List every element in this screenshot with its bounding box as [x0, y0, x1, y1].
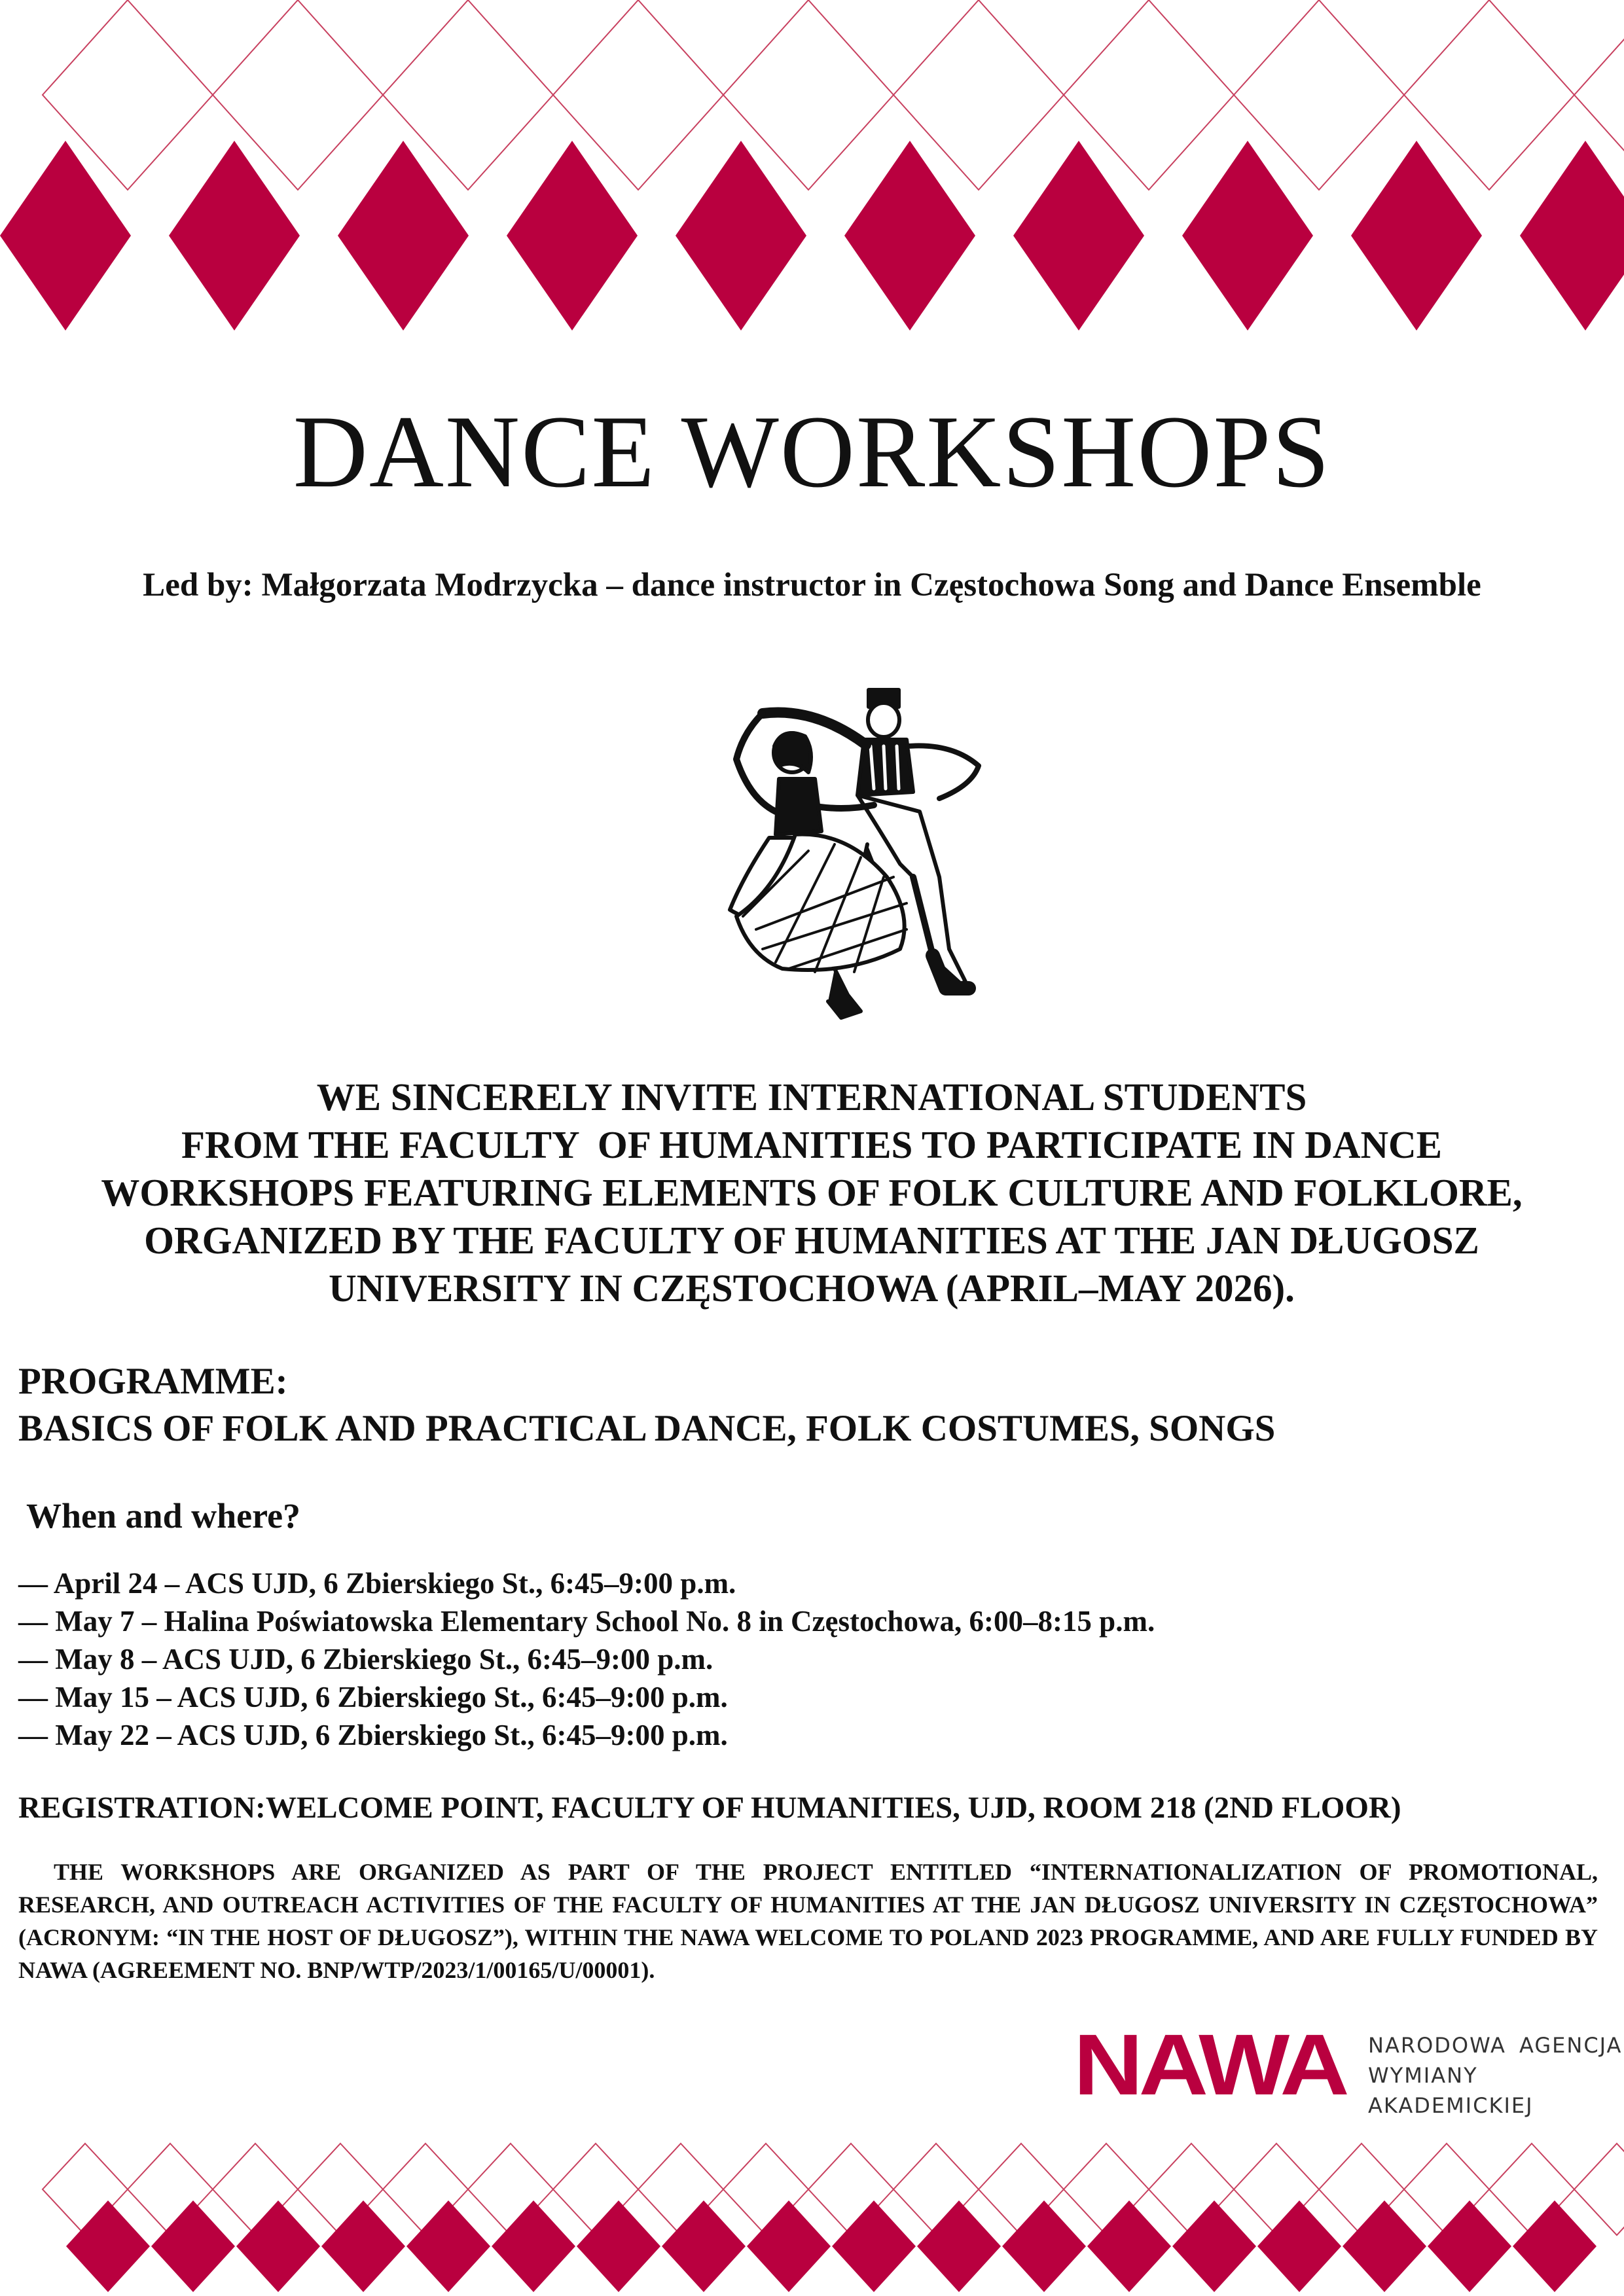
page-title: DANCE WORKSHOPS — [293, 395, 1331, 509]
filled-diamond — [151, 2200, 235, 2292]
schedule-item: — May 7 – Halina Poświatowska Elementary School No. 8 in Częstochowa, 6:00–8:15 p.m. — [18, 1605, 1155, 1638]
filled-diamond — [1013, 141, 1144, 331]
filled-diamond — [844, 141, 975, 331]
filled-diamond — [1520, 141, 1624, 331]
filled-diamond — [1002, 2200, 1086, 2292]
filled-diamond — [1513, 2200, 1597, 2292]
programme-section — [18, 1358, 1275, 1452]
filled-diamond — [1351, 141, 1482, 331]
schedule-item: — May 8 – ACS UJD, 6 Zbierskiego St., 6:45–9:00 p.m. — [18, 1643, 713, 1676]
filled-diamond — [0, 141, 131, 331]
funding-note: THE WORKSHOPS ARE ORGANIZED AS PART OF THE PROJECT ENTITLED “INTERNATIONALIZATION OF PROMOTIONAL, RESEARCH, AND OUTREACH ACTIVITIES OF THE FACULTY OF HUMANITIES AT THE JAN DŁUGOSZ UNIVERSITY IN CZĘSTOCHOWA” (ACRONYM: “IN THE HOST OF DŁUGOSZ”), WITHIN THE NAWA WELCOME TO POLAND 2023 PROGRAMME, AND ARE FULLY FUNDED BY NAWA (AGREEMENT NO. BNP/WTP/2023/1/00165/U/00001). — [18, 1859, 1598, 1983]
filled-diamond — [1343, 2200, 1426, 2292]
filled-diamond — [1087, 2200, 1171, 2292]
invitation-text — [26, 1073, 1597, 1312]
invitation-line: WORKSHOPS FEATURING ELEMENTS OF FOLK CULTURE AND FOLKLORE, — [101, 1171, 1523, 1214]
nawa-logo — [1074, 2026, 1348, 2104]
filled-diamond — [66, 2200, 150, 2292]
filled-diamond — [676, 141, 806, 331]
filled-diamond — [492, 2200, 575, 2292]
filled-diamond — [662, 2200, 746, 2292]
invitation-line: UNIVERSITY IN CZĘSTOCHOWA (APRIL–MAY 2026). — [329, 1266, 1295, 1310]
filled-diamond — [917, 2200, 1001, 2292]
filled-diamond — [747, 2200, 831, 2292]
invitation-line: ORGANIZED BY THE FACULTY OF HUMANITIES AT THE JAN DŁUGOSZ — [144, 1219, 1479, 1262]
filled-diamond — [832, 2200, 916, 2292]
bottom-diamond-pattern — [0, 2140, 1624, 2296]
filled-diamond — [1172, 2200, 1256, 2292]
programme-text: BASICS OF FOLK AND PRACTICAL DANCE, FOLK COSTUMES, SONGS — [18, 1408, 1276, 1449]
filled-diamond — [1428, 2200, 1511, 2292]
filled-diamond — [1257, 2200, 1341, 2292]
filled-diamond — [406, 2200, 490, 2292]
top-diamond-pattern — [0, 0, 1624, 353]
schedule-item: — May 15 – ACS UJD, 6 Zbierskiego St., 6:45–9:00 p.m. — [18, 1681, 728, 1713]
when-where-heading: When and where? — [26, 1496, 301, 1535]
led-by-line: Led by: Małgorzata Modrzycka – dance instructor in Częstochowa Song and Dance Ensemble — [143, 567, 1481, 603]
agency-line: WYMIANY AKADEMICKIEJ — [1368, 2063, 1534, 2118]
programme-heading: PROGRAMME: — [18, 1361, 288, 1402]
filled-diamond — [236, 2200, 320, 2292]
registration-info: REGISTRATION:WELCOME POINT, FACULTY OF HUMANITIES, UJD, ROOM 218 (2ND FLOOR) — [18, 1791, 1401, 1825]
invitation-line: WE SINCERELY INVITE INTERNATIONAL STUDENTS — [316, 1075, 1307, 1119]
filled-diamond — [577, 2200, 660, 2292]
agency-name — [1368, 2030, 1624, 2121]
invitation-line: FROM THE FACULTY OF HUMANITIES TO PARTICIPATE IN DANCE — [181, 1123, 1443, 1166]
filled-diamond — [507, 141, 638, 331]
schedule-list — [18, 1564, 1155, 1754]
filled-diamond — [321, 2200, 405, 2292]
schedule-item: — April 24 – ACS UJD, 6 Zbierskiego St., 6:45–9:00 p.m. — [18, 1567, 736, 1600]
nawa-wordmark: NAWA — [1074, 2026, 1347, 2104]
folk-dancers-icon — [717, 681, 1005, 1028]
filled-diamond — [1182, 141, 1313, 331]
schedule-item: — May 22 – ACS UJD, 6 Zbierskiego St., 6:45–9:00 p.m. — [18, 1719, 728, 1751]
outline-diamond — [1574, 2144, 1624, 2235]
agency-line: NARODOWA AGENCJA — [1368, 2033, 1623, 2058]
